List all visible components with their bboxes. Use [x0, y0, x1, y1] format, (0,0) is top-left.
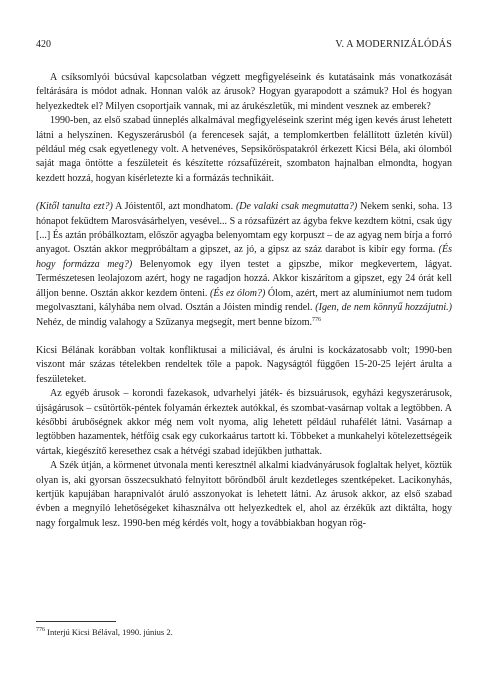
quote-answer: Ólom, azért, mert az alumíniumot nem tudom megolvasztani, kályhába nem olvad. Osztán a Jóisten mindig rendel. — [36, 287, 452, 314]
footnote-number: 776 — [36, 627, 45, 633]
quote-question: (És ez ólom?) — [210, 287, 266, 299]
quote-answer: Nekem senki, soha. 13 hónapot feküdtem Marosvásárhelyen, vesével... S a rózsafüzért az ágyba fekve kezdtem kötni, csak úgy [...] És aztán próbálkoztam, először agyagba belenyomtam egy korpuszt – de az agyag nem bírja a forró anyagot. Osztán akkor megpróbáltam a gipszet, az jó, a gipsz az száz darabot is kibír egy forma. — [36, 201, 452, 256]
paragraph-2: 1990-ben, az első szabad ünneplés alkalmával megfigyeléseink szerint még igen kevés árust lehetett látni a helyszínen. Kegyszerárusból (a ferencesek saját, a templomkertben felállított üzletén kívül) például még csak egyetlenegy volt. A hetvenéves, Sepsikőröspatakról érkezett Kicsi Béla, aki ólomból saját maga öntötte a feszületeit és készítette rózsafűzéreit, szombaton hajnalban elmondta, hogyan kezdett hozzá, hogyan kísérletezte ki a formázás technikáit. — [36, 115, 452, 184]
quote-question: (És hogy formázza meg?) — [36, 244, 452, 270]
quote-question: (Kitől tanulta ezt?) — [36, 201, 113, 213]
interview-quote — [36, 200, 452, 330]
body-text — [36, 71, 452, 531]
paragraph-4: Az egyéb árusok – korondi fazekasok, udvarhelyi játék- és bizsuárusok, egyházi kegyszerárusok, újságárusok – csütörtök-péntek folyamán érkeztek autókkal, és szombat-vasárnap voltak a legtöbben. A későbbi árubőségnek akkor még nem volt nyoma, alig lehetett például ruhafélét látni. Vasárnap a legtöbben hazamentek, hétfőig csak egy cukorkaárus tartott ki. Többeket a munkahelyi kötelezettségeik vártak, kiegészítő keresethez csak a hétvégi szabad idejükben juthattak. — [36, 388, 452, 457]
quote-answer: Belenyomok egy ilyen testet a gipszbe, mikor megkevertem, lágyat. Természetesen leolajozom azért, hogy ne ragadjon hozzá. Akkor kiszárítom a gipszet, egy 24 órát kell álljon benne. Osztán akkor kezdem önteni. — [36, 258, 452, 299]
paragraph-3: Kicsi Bélának korábban voltak konfliktusai a miliciával, és árulni is kockázatosabb volt; 1990-ben viszont már százas tételekben rendeltek tőle a papok. Nagyságtól függően 15-20-25 lejért árulta a feszületeket. — [36, 344, 452, 385]
quote-answer: Nehéz, de mindig valahogy a Szűzanya megsegít, mert benne bízom. — [36, 316, 313, 328]
footnote-reference: 776 — [312, 316, 322, 323]
footnote-text: Interjú Kicsi Bélával, 1990. június 2. — [45, 627, 173, 637]
quote-question: (De valaki csak megmutatta?) — [235, 201, 358, 213]
page-number: 420 — [36, 39, 51, 50]
quote-paragraph — [36, 200, 452, 330]
footnote-rule — [36, 621, 116, 622]
paragraph-1: A csíksomlyói búcsúval kapcsolatban végzett megfigyeléseink és kutatásaink más vonatkozását feltárására is módot adnak. Honnan valók az árusok? Hogyan gyarapodott a számuk? Hol és hogyan helyezkedtek el? Milyen csoportjaik vannak, mi az árukészletük, mi mindent vesznek az emberek? — [36, 72, 452, 112]
quote-answer: A Jóistentől, azt mondhatom. — [112, 201, 236, 213]
footnote — [36, 627, 452, 638]
paragraph-5: A Szék útján, a körmenet útvonala menti keresztnél alkalmi kiadványárusok foglaltak helyet, köztük olyan is, aki gyorsan összecsukható felnyitott bőröndből árult kezdetleges szentképeket. Lacikonyhás, kertjük kapujában harapnivalót áruló asszonyokat is lehetett látni. Az árusok akkor, az első szabad évben a megnyíló lehetőségeket kihasználva ott helyezkedtek el, ahol az érzékük azt diktálta, hogy nagy forgalmuk lesz. 1990-ben még kérdés volt, hogy a továbbiakban hogyan rög- — [36, 460, 452, 529]
quote-question: (Igen, de nem könnyű hozzájutni.) — [315, 302, 452, 314]
chapter-title: V. A MODERNIZÁLÓDÁS — [335, 39, 452, 50]
